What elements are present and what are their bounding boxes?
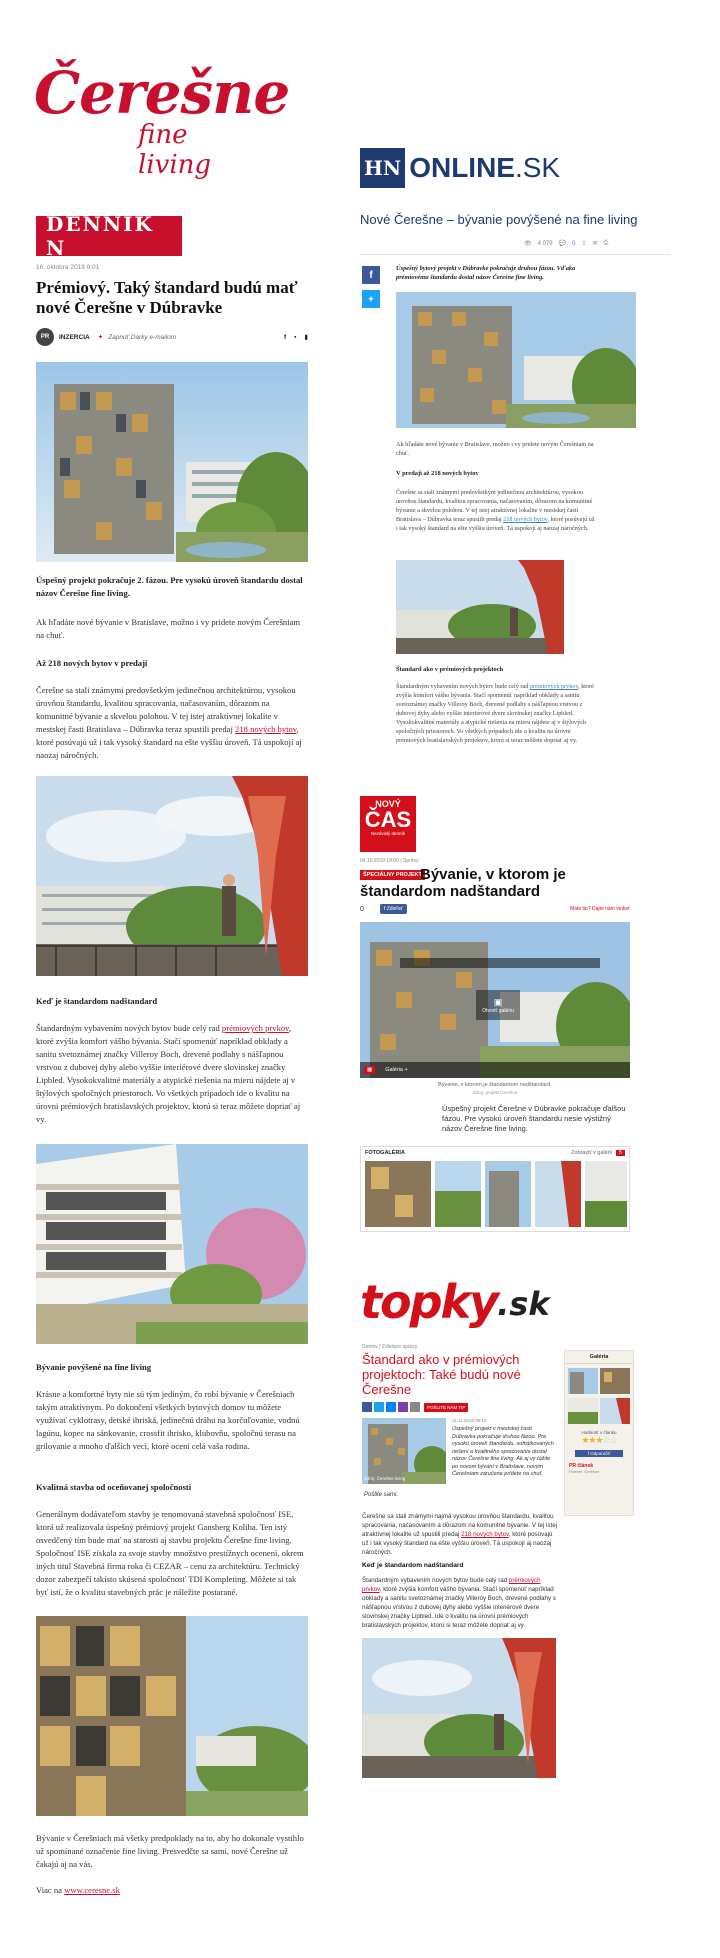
dennikn-p3: Štandardným vybavením nových bytov bude celý rad prémiových prvkov, ktoré zvýšia komfort vášho bývania. Stačí spomenúť napríklad obklady a sanitu svetoznámej značky Villeroy Boch, drevené podlahy s nášľapnou vrstvou z dubovej dyhy alebo vyššie interiérové dvere slovinskej značky Lipbled. Vysokokvalitné materiály a atypické riešenia na mieru nájdete aj v štýlových spoločných priestoroch. Vo všetkých prípadoch ide o kvalitu na úrovni prémiových bratislavských projektov, ktorú si teraz môžete dopriať aj vy. <box>36 1023 301 1124</box>
topky-balcony-photo <box>362 1638 556 1778</box>
brand-tagline: fine living <box>138 120 212 180</box>
gallery-icon: ▦ <box>364 1066 375 1074</box>
link-218-bytov[interactable]: 218 nových bytov <box>235 724 297 734</box>
hn-p1: Ak hľadáte nové bývanie v Bratislave, možno i vy pridete novým Čerešniam na chuť. <box>396 441 594 457</box>
novycas-likes: 0 <box>360 905 364 913</box>
novycas-lead: Úspešný projekt Čerešne v Dúbravke pokračuje ďalšou fázou. Pre vysokú úroveň štandardu nesie výstižný názov Čerešne fine living. <box>442 1104 626 1133</box>
facebook-icon: f <box>369 269 373 281</box>
print-icon[interactable]: ▪ <box>294 333 297 341</box>
novycas-category[interactable]: Správy <box>403 858 419 864</box>
novycas-share-button[interactable]: f Zdieľať <box>380 904 407 914</box>
topky-title: Štandard ako v prémiových projektoch: Také budú nové Čerešne <box>362 1352 521 1397</box>
twitter-icon: ✦ <box>367 293 375 304</box>
topky-poslite: Pošlite sami. <box>364 1492 399 1498</box>
sidebar-gallery-thumbnails[interactable] <box>568 1368 630 1424</box>
topky-share-row <box>362 1402 468 1412</box>
dennikn-p4: Krásne a komfortné byty nie sú tým jediným, čo robí bývanie v Čerešniach takým atraktívnym. Po dokončení všetkých bytových domov tu môžete využívať cyklotrasy, detské ihriská, jedinečnú dráhu na korčuľovanie, vodnú lagúnu, kopec na sánkovanie, crossfit ihrisko, klubovňu, spoločnú terasu na grilovanie a mnoho ďalších vecí, ktoré ocení celá vaša rodina. <box>36 1389 300 1451</box>
mail-icon[interactable] <box>410 1402 420 1412</box>
facebook-icon[interactable] <box>362 1402 372 1412</box>
building-photo-1 <box>36 362 308 562</box>
facebook-icon: f <box>587 1451 591 1456</box>
topky-link-218-bytov[interactable]: 218 nových bytov <box>461 1531 509 1538</box>
novycas-meta: 04.10.2019 18:00 | Správy <box>360 858 419 864</box>
novycas-open-gallery-button[interactable]: ▣ Otvoriť galériu <box>476 990 520 1020</box>
viber-icon[interactable] <box>398 1402 408 1412</box>
sidebar-follow-button[interactable]: f Odporučiť <box>575 1450 623 1457</box>
hn-title: Nové Čerešne – bývanie povýšené na fine living <box>360 212 638 227</box>
novycas-title: Bývanie, v ktorom je štandardom nadštandard <box>360 866 566 900</box>
fotogaleria-count: 5 <box>616 1150 625 1156</box>
topky-lead: Úspešný projekt v mestskej časti Dúbravka pokračuje druhou fázou. Pre vysokú úroveň štandardu, sofistikovaných riešení a kvalitného spracovania dostal názov Čerešne fine living. Ak aj vy túžite po novom bývaní v Bratislave, novým Čerešniam zaručene prídete na chuť. <box>452 1426 554 1477</box>
topky-p1: Čerešne sa stali známymi najmä vysokou úrovňou štandardu, kvalitou spracovania, načasovaním a dôrazom na komunitné bývanie. V tej istej atraktívnej lokalite už spustili predaj 218 nových bytov, ktoré posúvajú už i tak vysoký štandard na ešte vyššiu úroveň. Tá uspokojí aj naozaj náročných. <box>362 1513 558 1556</box>
share-icon[interactable]: ⇪ <box>581 241 587 247</box>
topky-photo[interactable] <box>362 1418 446 1484</box>
ceresne-website-link[interactable]: www.ceresne.sk <box>64 1885 120 1895</box>
rating-stars[interactable]: ★★★☆☆ <box>581 1435 617 1445</box>
topky-tip-button[interactable]: POŠLITE NÁM TIP <box>424 1403 468 1412</box>
hn-divider <box>360 254 670 255</box>
garden-photo-1 <box>36 1144 308 1344</box>
hn-h1: V predaji až 218 nových bytov <box>396 470 479 477</box>
dennikn-p1: Ak hľadáte nové bývanie v Bratislave, možno i vy pridete novým Čerešniam na chuť. <box>36 617 301 640</box>
novycas-caption-src: Zdroj: projekt Čerešne <box>472 1090 518 1095</box>
dennikn-more: Viac na www.ceresne.sk <box>36 1885 120 1895</box>
mail-icon[interactable]: ✉ <box>592 241 598 247</box>
hn-facebook-button[interactable] <box>362 266 380 284</box>
bookmark-icon[interactable]: ▮ <box>304 334 308 341</box>
sidebar-gallery-title: Galéria <box>565 1351 633 1364</box>
topky-logo[interactable]: topky .sk <box>360 1275 550 1329</box>
dennikn-h4: Kvalitná stavba od oceňovanej spoločnosti <box>36 1482 192 1492</box>
novycas-actions <box>360 904 630 914</box>
dennikn-logo[interactable]: DENNÍK N <box>36 216 182 256</box>
novycas-tip-link[interactable]: Máte tip? Dajte nám vedieť <box>570 906 630 912</box>
novycas-logo[interactable]: NOVÝ ČAS Nezávislý denník <box>360 796 416 852</box>
novycas-badge: ŠPECIÁLNY PROJEKT <box>360 870 425 880</box>
hn-comments: 0 <box>572 240 576 247</box>
dennikn-h2: Keď je štandardom nadštandard <box>36 996 158 1006</box>
dennikn-p5: Generálnym dodávateľom stavby je renomovaná stavebná spoločnosť ISE, ktorá už realizovala úspešný prémiový projekt Gansberg Koliba. Ten istý osvedčený tím bude mať na starosti aj stavbu projektu Čerešne fine living. Spoločnosť ISE získala za svoje stavby množstvo prestížnych ocenení, okrem iných titul Stavebná firma roka či CEZAR – cenu za architektúru. Technický dozor zabezpečí takisto skúsená spoločnosť TDI Kompleting. Môžete si tak byť istí, že o kvalitu stavebných prác je náležite postarané. <box>36 1509 304 1597</box>
author-avatar: PR <box>36 328 54 346</box>
hn-lead: Úspešný bytový projekt v Dúbravke pokračuje druhou fázou. Vďaka prémiovému štandardu dostal názov Čerešne fine living. <box>396 265 576 281</box>
topky-sidebar <box>564 1350 634 1516</box>
hn-twitter-button[interactable] <box>362 290 380 308</box>
topky-h1: Keď je štandardom nadštandard <box>362 1562 464 1569</box>
hn-online-logo[interactable]: HN ONLINE .SK <box>360 148 560 188</box>
eye-icon: 👁 <box>524 241 532 247</box>
messenger-icon[interactable] <box>386 1402 396 1412</box>
fotogaleria-thumbnails[interactable] <box>365 1161 627 1227</box>
gift-icon: ✦ <box>97 334 104 341</box>
hn-p2: Čerešne sa stali známymi predovšetkým jedinečnou architektúrou, vysokou úrovňou štandardu, kvalitou spracovania, načasovaním, dôrazom na komunitné bývanie a skvelou polohou. V tej istej atraktívnej lokalite v mestskej časti Bratislava – Dúbravka teraz spustili predaj 218 nových bytov, ktoré posúvajú už i tak vysoký štandard na ešte vyššiu úroveň. Tá uspokojí aj naozaj náročných. <box>396 489 595 532</box>
hn-meta-row <box>524 240 608 247</box>
novycas-fotogaleria <box>360 1146 630 1232</box>
dennikn-h1: Až 218 nových bytov v predaji <box>36 658 148 668</box>
topky-breadcrumb[interactable]: Domov | Zdielané správy <box>362 1344 418 1350</box>
dennikn-title: Prémiový. Taký štandard budú mať nové Čerešne v Dúbravke <box>36 278 298 317</box>
dennikn-author-row <box>36 328 308 346</box>
hn-building-photo <box>396 292 636 428</box>
gift-link[interactable]: Zapnúť Darky e-mailom <box>108 333 177 341</box>
dennikn-p2: Čerešne sa stali známymi predovšetkým jedinečnou architektúrou, vysokou úrovňou štandardu, kvalitou spracovania, načasovaním, dôrazom na komunitné bývanie a skvelou polohou. V tej istej atraktívnej lokalite v mestskej časti Bratislava – Dúbravka teraz spustili predaj 218 nových bytov, ktoré posúvajú už i tak vysoký štandard na ešte vyššiu úroveň. Tá uspokojí aj naozaj náročných. <box>36 685 302 760</box>
hn-link-premiove-prvky[interactable]: prémiových prvkov <box>529 683 579 690</box>
fotogaleria-more-link[interactable]: Zobraziť v galérii <box>571 1150 612 1156</box>
print-icon[interactable]: ⎙ <box>603 240 609 246</box>
topky-p2: Štandardným vybavením nových bytov bude celý rad prémiových prvkov, ktoré zvýšia komfort vášho bývania. Stačí spomenúť napríklad obklady a sanitu svetoznámej značky Villeroy Boch, drevené podlahy s nášľapnou vrstvou z dubovej dyhy alebo vyššie interiérové dvere slovinskej značky Lipbled. Ide o kvalitu na úrovni prémiových bratislavských projektov, ktorú si teraz môžete dopriať aj vy. <box>362 1577 556 1629</box>
novycas-gallery-count[interactable]: ▦ Galéria + <box>360 1062 630 1078</box>
hn-link-218-bytov[interactable]: 218 nových bytov <box>503 516 548 523</box>
topky-link-premiove-prvky[interactable]: prémiových prvkov <box>362 1577 541 1593</box>
hn-h2: Štandard ako v prémiových projektoch <box>396 666 504 673</box>
dennikn-p6: Bývanie v Čerešniach má všetky predpoklady na to, aby ho dokonale vystihlo už spomínané označenie fine living. Presvedčte sa sami, nové Čerešne už čakajú aj na vás. <box>36 1833 304 1869</box>
fotogaleria-title: FOTOGALÉRIA <box>365 1150 405 1156</box>
hn-views: 4 079 <box>537 240 553 247</box>
sidebar-rating-title: Hodnotiť v članku <box>581 1430 617 1435</box>
balcony-photo-1 <box>36 776 308 976</box>
topky-date: 11.11.2019 09:15 <box>452 1418 487 1423</box>
twitter-icon[interactable] <box>374 1402 384 1412</box>
sidebar-pr-label: PR článok <box>569 1463 594 1469</box>
link-premiove-prvky[interactable]: prémiových prvkov <box>221 1023 289 1033</box>
dennikn-date: 16. októbra 2019 0:01 <box>36 264 100 271</box>
novycas-caption: Bývanie, v ktorom je štandardom nadštandard. <box>438 1082 552 1088</box>
topky-photo-caption: Zdroj: Čerešne living <box>364 1476 406 1481</box>
facebook-icon[interactable]: f <box>283 333 287 341</box>
author-name[interactable]: INZERCIA <box>59 333 90 341</box>
dennikn-lead: Úspešný projekt pokračuje 2. fázou. Pre vysokú úroveň štandardu dostal názov Čerešne fine living. <box>36 575 303 598</box>
hn-p3: Štandardným vybavením nových bytov bude celý rad prémiových prvkov, ktoré zvýšia komfort vášho bývania. Stačí spomenúť napríklad obklady a sanitu svetoznámej značky Villeroy Boch, drevené podlahy s nášľapnou vrstvou z dubovej dyhy alebo vyššie interiérové dvere slovinskej značky Lipbled. Vysokokvalitné materiály a atypické riešenia na mieru nájdete aj v štýlových spoločných priestoroch. Vo všetkých prípadoch ide o kvalitu na úrovni prémiových bratislavských projektov, ktorú si teraz môžete dopriať aj vy. <box>396 683 594 744</box>
dennikn-h3: Bývanie povýšené na fine living <box>36 1362 152 1372</box>
sidebar-pr-sub: Partner: Čerešne <box>569 1469 600 1474</box>
comment-icon[interactable]: 💬 <box>558 241 567 247</box>
camera-icon: ▣ <box>493 996 503 1007</box>
brand-name: Čerešne <box>34 59 290 127</box>
hn-balcony-photo <box>396 560 564 654</box>
facade-photo-1 <box>36 1616 308 1816</box>
brand-logo <box>34 59 290 180</box>
